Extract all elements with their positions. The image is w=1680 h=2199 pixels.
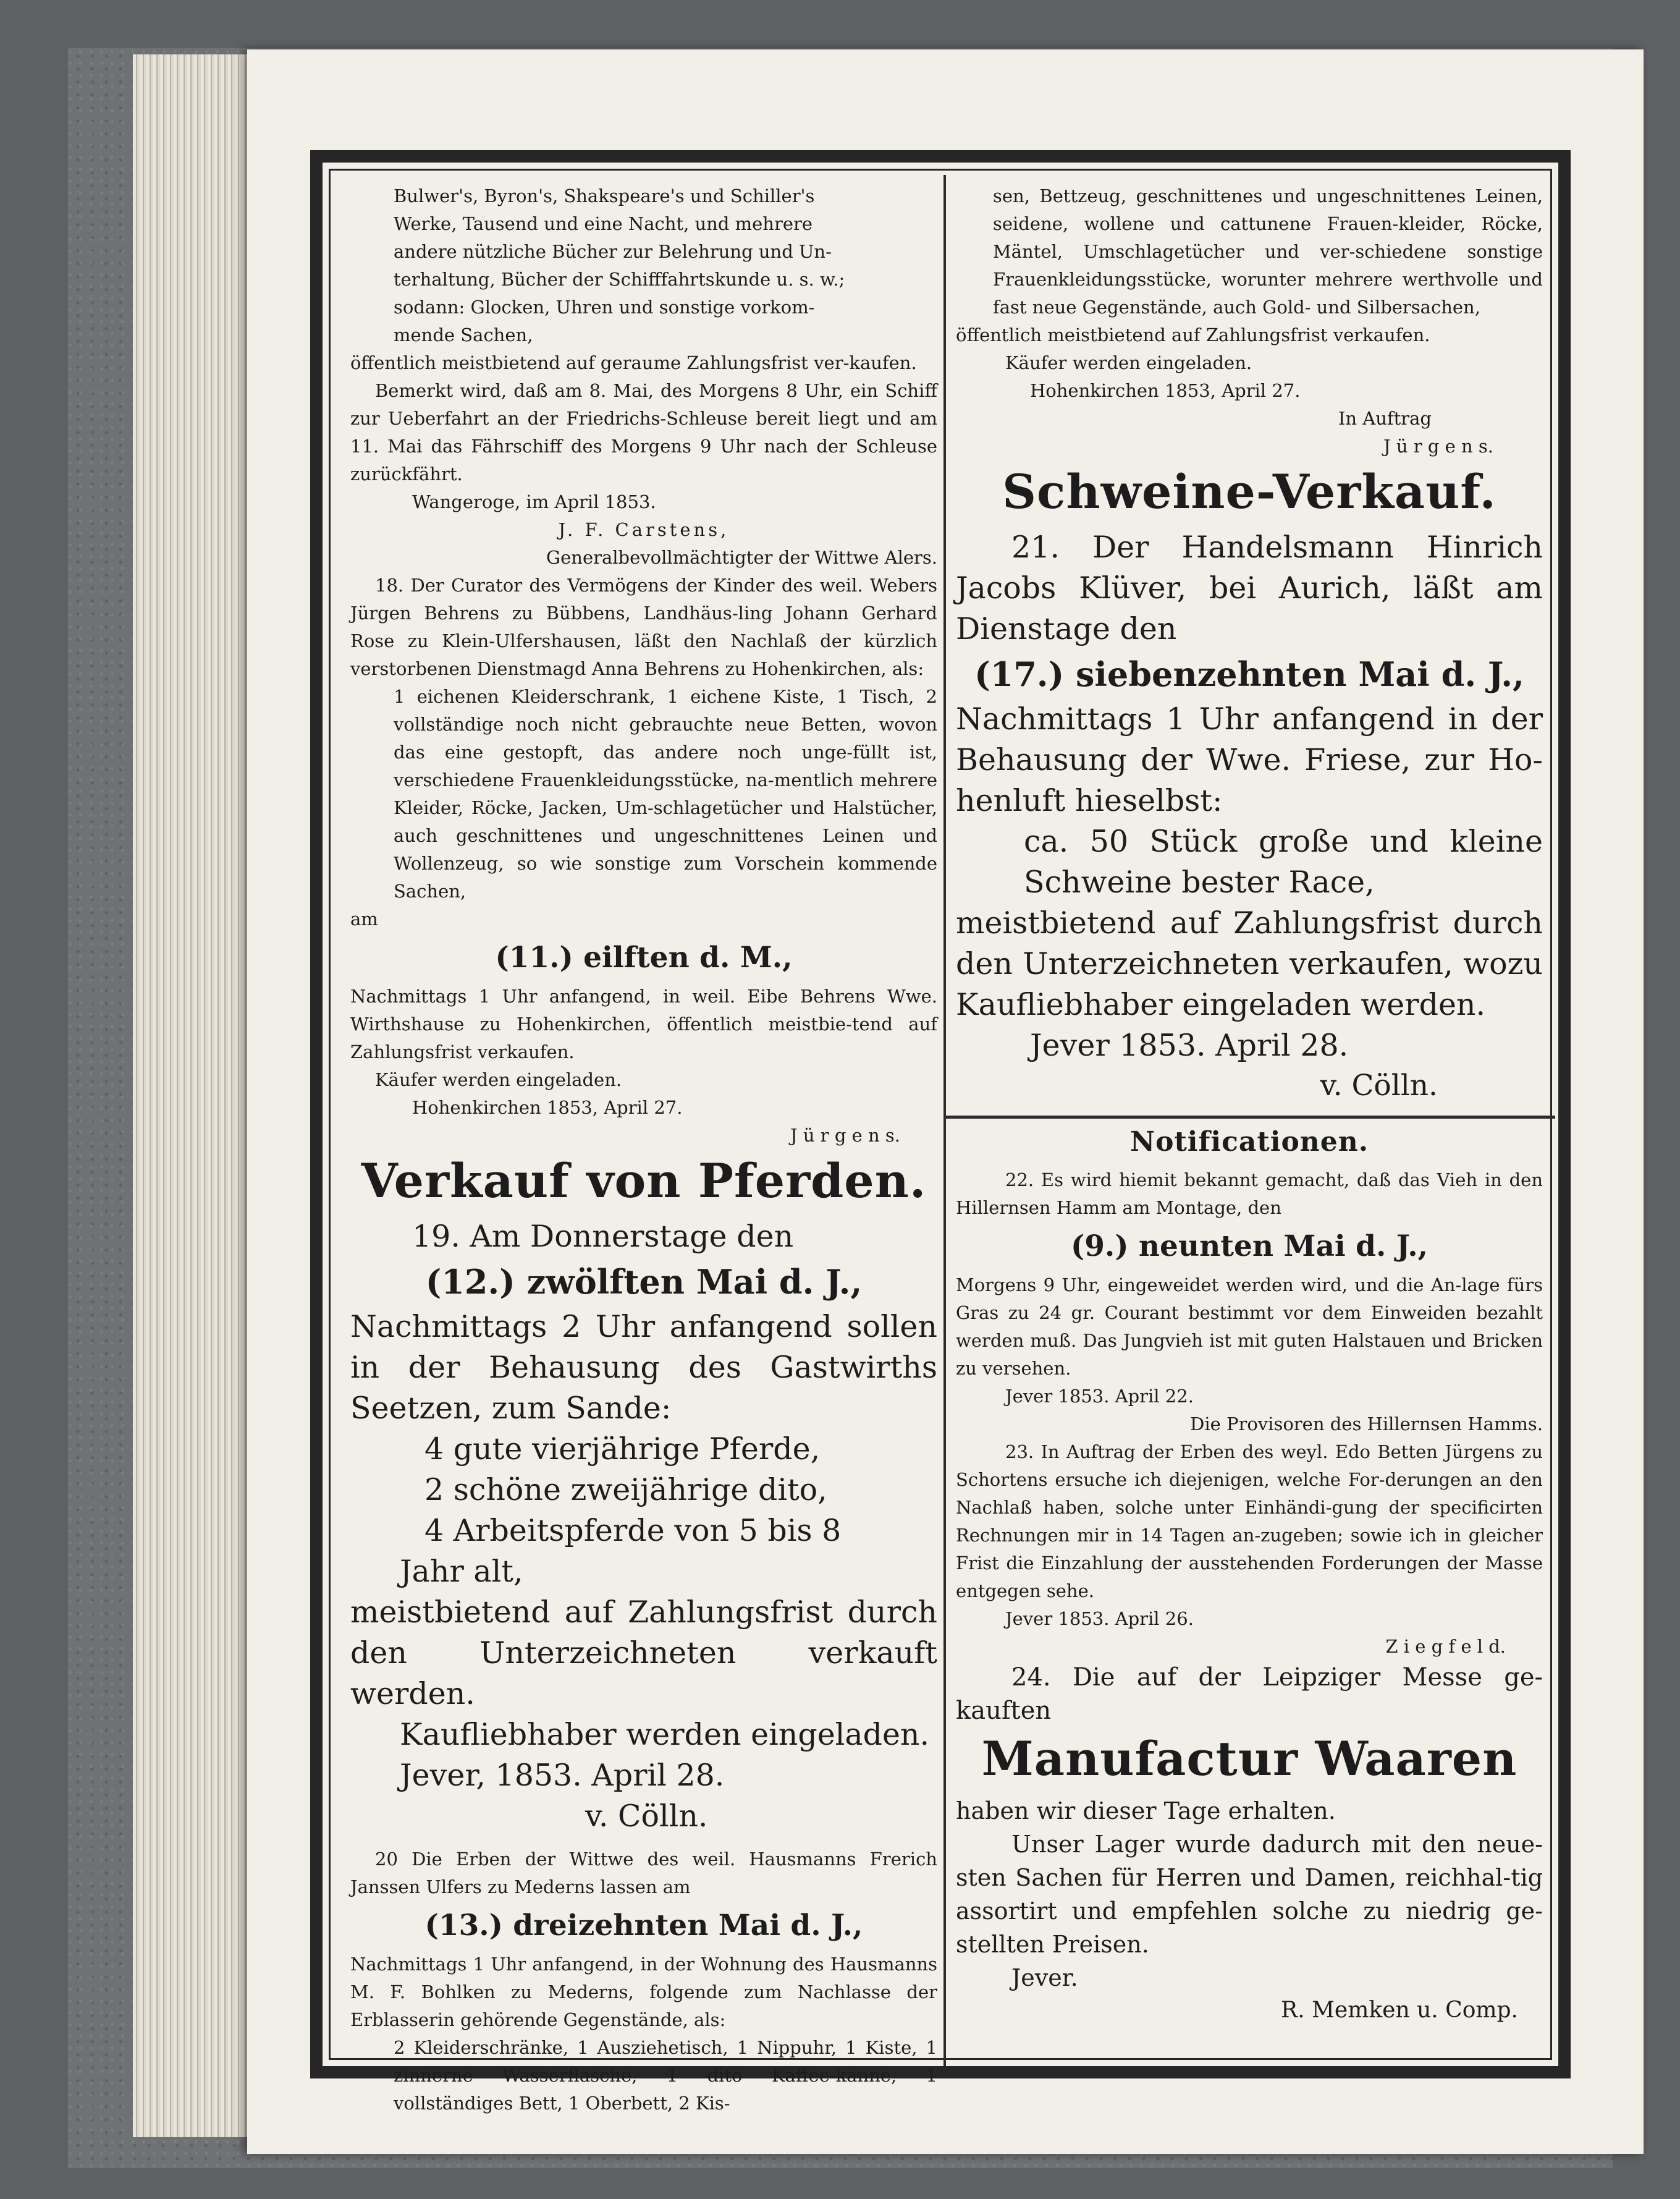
- notice-18-am: am: [350, 909, 378, 930]
- intro-line: andere nützliche Bücher zur Belehrung und Un-: [394, 241, 832, 262]
- notice-23-signer: Z i e g f e l d.: [1385, 1636, 1506, 1657]
- intro-sale: öffentlich meistbietend auf geraume Zahlungsfrist ver-kaufen.: [350, 352, 917, 373]
- notice-20: 20 Die Erben der Wittwe des weil. Hausmanns Frerich Janssen Ulfers zu Mederns lassen am: [350, 1849, 937, 1897]
- right-column: [956, 182, 1543, 2061]
- column-divider: [943, 175, 946, 2066]
- notifications-heading: Notificationen.: [1129, 1126, 1369, 1158]
- headline-goods: Manufactur Waaren: [981, 1731, 1517, 1786]
- place-date: Wangeroge, im April 1853.: [412, 491, 656, 512]
- notice-19-date: (12.) zwölften Mai d. J.,: [425, 1262, 863, 1302]
- notice-19-text: Nachmittags 2 Uhr anfangend sollen in der Behausung des Gastwirths Seetzen, zum Sande:: [350, 1309, 937, 1426]
- notice-23-place: Jever 1853. April 26.: [1005, 1608, 1194, 1629]
- notice-18-items: 1 eichenen Kleiderschrank, 1 eichene Kiste, 1 Tisch, 2 vollständige noch nicht gebrauchte neue Betten, wovon das eine gestopft, das andere noch unge-füllt ist, verschiedene Frauenkleidungsstücke, na-mentlich mehrere Kleider, Röcke, Jacken, Um-schlagetücher und Halstücher, auch geschnittenes und ungeschnittenes Leinen und Wollenzeug, so wie sonstige zum Vorschein kommende Sachen,: [394, 686, 937, 902]
- newspaper-page: [247, 49, 1644, 2154]
- remark: Bemerkt wird, daß am 8. Mai, des Morgens 8 Uhr, ein Schiff zur Ueberfahrt an der Friedrichs-Schleuse bereit liegt und am 11. Mai das Fährschiff des Morgens 9 Uhr nach der Schleuse zurückfährt.: [350, 380, 937, 485]
- headline-horses: Verkauf von Pferden.: [361, 1153, 927, 1208]
- notice-24-text: haben wir dieser Tage erhalten.: [956, 1797, 1336, 1824]
- notice-21-date: (17.) siebenzehnten Mai d. J.,: [974, 655, 1524, 694]
- left-column: [350, 182, 937, 2114]
- signer-title: Generalbevollmächtigter der Wittwe Alers.: [546, 547, 937, 568]
- buyers-invited: Käufer werden eingeladen.: [1005, 352, 1252, 373]
- notice-22-place: Jever 1853. April 22.: [1005, 1386, 1194, 1407]
- notice-24-place: Jever.: [1011, 1964, 1078, 1991]
- notice-21-sale: meistbietend auf Zahlungsfrist durch den Unterzeichneten verkaufen, wozu Kaufliebhaber eingeladen werden.: [956, 905, 1543, 1022]
- intro-line: Bulwer's, Byron's, Shakspeare's und Schiller's: [394, 185, 815, 206]
- notice-20-date: (13.) dreizehnten Mai d. J.,: [424, 1909, 863, 1943]
- notice-19-signer: v. Cölln.: [585, 1799, 708, 1834]
- notice-24-body: Unser Lager wurde dadurch mit den neue-sten Sachen für Herren und Damen, reichhal-tig assortirt und empfehlen solche zu niedrig ge-stellten Preisen.: [956, 1831, 1543, 1958]
- notice-24: 24. Die auf der Leipziger Messe ge-kauften: [956, 1663, 1543, 1725]
- notice-19-sale: meistbietend auf Zahlungsfrist durch den Unterzeichneten verkauft werden.: [350, 1595, 937, 1711]
- notice-21-place: Jever 1853. April 28.: [1030, 1028, 1349, 1063]
- signer: J. F. Carstens,: [558, 519, 730, 540]
- on-behalf: In Auftrag: [1338, 408, 1432, 429]
- notice-22: 22. Es wird hiemit bekannt gemacht, daß das Vieh in den Hillernsen Hamm am Montage, den: [956, 1169, 1543, 1218]
- continuation-sale: öffentlich meistbietend auf Zahlungsfrist verkaufen.: [956, 324, 1430, 345]
- place-date: Hohenkirchen 1853, April 27.: [1030, 380, 1301, 401]
- page-frame: [310, 150, 1571, 2114]
- place-date: Hohenkirchen 1853, April 27.: [412, 1097, 683, 1118]
- notice-18: 18. Der Curator des Vermögens der Kinder des weil. Webers Jürgen Behrens zu Bübbens, Landhäus-ling Johann Gerhard Rose zu Klein-Ulfershausen, läßt den Nachlaß der kürzlich verstorbenen Dienstmagd Anna Behrens zu Hohenkirchen, als:: [350, 575, 937, 679]
- notice-21-signer: v. Cölln.: [1320, 1069, 1438, 1103]
- notice-19-place: Jever, 1853. April 28.: [400, 1758, 725, 1793]
- notice-23: 23. In Auftrag der Erben des weyl. Edo Betten Jürgens zu Schortens ersuche ich diejenigen, welche For-derungen an den Nachlaß haben, solche unter Einhändi-gung der specificirten Rechnungen mir in 14 Tagen an-zugeben; sowie ich in gleicher Frist die Einzahlung der ausstehenden Forderungen der Masse entgegen sehe.: [956, 1441, 1543, 1601]
- notice-22-date: (9.) neunten Mai d. J.,: [1070, 1229, 1429, 1263]
- intro-line: terhaltung, Bücher der Schifffahrtskunde u. s. w.;: [394, 269, 845, 290]
- section-rule: [943, 1116, 1555, 1119]
- notice-19-item: 4 gute vierjährige Pferde,: [424, 1431, 821, 1467]
- notice-21-items: ca. 50 Stück große und kleine Schweine bester Race,: [1024, 824, 1543, 900]
- signer: J ü r g e n s.: [1383, 436, 1493, 457]
- intro-line: sodann: Glocken, Uhren und sonstige vorkom-: [394, 297, 815, 318]
- buyers-invited: Käufer werden eingeladen.: [375, 1069, 622, 1090]
- intro-line: Werke, Tausend und eine Nacht, und mehrere: [394, 213, 813, 234]
- notice-21: 21. Der Handelsmann Hinrich Jacobs Klüver, bei Aurich, läßt am Dienstage den: [956, 530, 1543, 646]
- notice-20-text: Nachmittags 1 Uhr anfangend, in der Wohnung des Hausmanns M. F. Bohlken zu Mederns, folgende zum Nachlasse der Erblasserin gehörende Gegenstände, als:: [350, 1954, 937, 2030]
- notice-18-terms: Nachmittags 1 Uhr anfangend, in weil. Eibe Behrens Wwe. Wirthshause zu Hohenkirchen, öffentlich meistbie-tend auf Zahlungsfrist verkaufen.: [350, 986, 937, 1062]
- headline-pigs: Schweine-Verkauf.: [1002, 464, 1496, 519]
- notice-18-date: (11.) eilften d. M.,: [495, 941, 793, 975]
- notice-24-signer: R. Memken u. Comp.: [1281, 1998, 1518, 2023]
- notice-19-item: 4 Arbeitspferde von 5 bis 8: [424, 1513, 842, 1548]
- signer: J ü r g e n s.: [790, 1125, 900, 1146]
- continuation: sen, Bettzeug, geschnittenes und ungeschnittenes Leinen, seidene, wollene und cattunene Frauen-kleider, Röcke, Mäntel, Umschlagetücher und ver-schiedene sonstige Frauenkleidungsstücke, worunter mehrere werthvolle und fast neue Gegenstände, auch Gold- und Silbersachen,: [993, 185, 1543, 318]
- notice-19-item: Jahr alt,: [400, 1554, 523, 1589]
- intro-line: mende Sachen,: [394, 324, 533, 345]
- notice-22-signer: Die Provisoren des Hillernsen Hamms.: [1190, 1413, 1543, 1434]
- notice-19-item: 2 schöne zweijährige dito,: [424, 1472, 827, 1507]
- notice-22-text: Morgens 9 Uhr, eingeweidet werden wird, und die An-lage fürs Gras zu 24 gr. Courant bestimmt vor dem Einweiden bezahlt werden muß. Das Jungvieh ist mit guten Halstauen und Bricken zu versehen.: [956, 1274, 1543, 1379]
- notice-20-items: 2 Kleiderschränke, 1 Ausziehetisch, 1 Nippuhr, 1 Kiste, 1 zinnerne Wasserflasche, 1 dito Kaffee-kanne, 1 vollständiges Bett, 1 Oberbett, 2 Kis-: [394, 2037, 937, 2114]
- notice-19-invite: Kaufliebhaber werden eingeladen.: [400, 1717, 930, 1752]
- notice-19-intro: 19. Am Donnerstage den: [412, 1219, 794, 1254]
- notice-21-text: Nachmittags 1 Uhr anfangend in der Behausung der Wwe. Friese, zur Ho-henluft hieselbst:: [956, 701, 1543, 818]
